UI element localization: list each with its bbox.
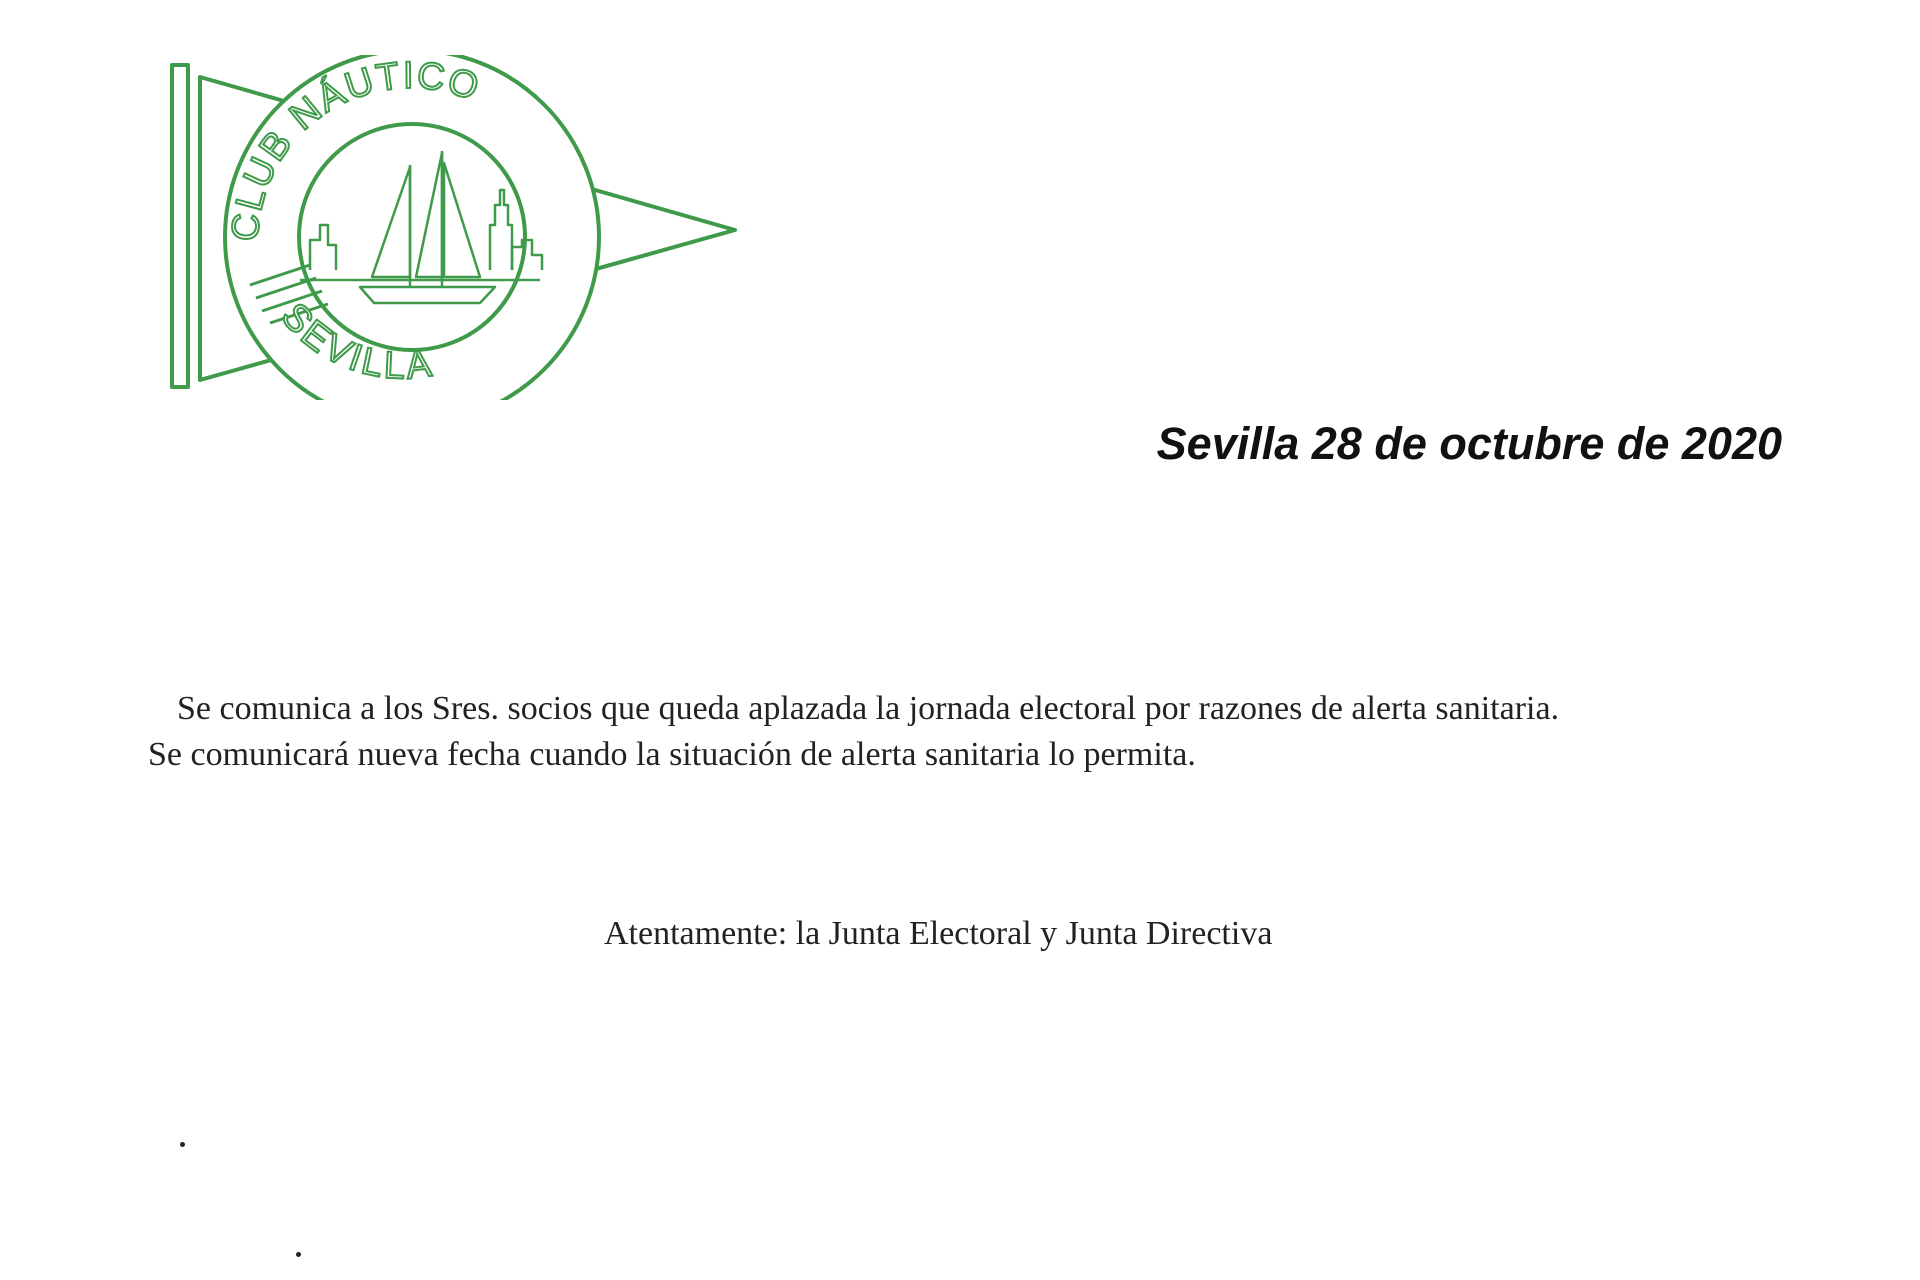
club-nautico-sevilla-logo	[160, 55, 740, 400]
announcement-line-1: Se comunica a los Sres. socios que queda aplazada la jornada electoral por razones de alerta sanitaria.	[177, 690, 1560, 727]
logo-bottom-text: SEVILLA	[272, 295, 437, 388]
logo-top-text: CLUB NÁUTICO	[224, 55, 486, 243]
stray-dot	[180, 1142, 185, 1147]
signature-line: Atentamente: la Junta Electoral y Junta Directiva	[604, 915, 1273, 952]
document-date: Sevilla 28 de octubre de 2020	[1156, 418, 1782, 469]
stray-dot	[296, 1252, 301, 1257]
announcement-paragraph	[148, 686, 1798, 778]
announcement-line-2: Se comunicará nueva fecha cuando la situación de alerta sanitaria lo permita.	[148, 736, 1196, 773]
